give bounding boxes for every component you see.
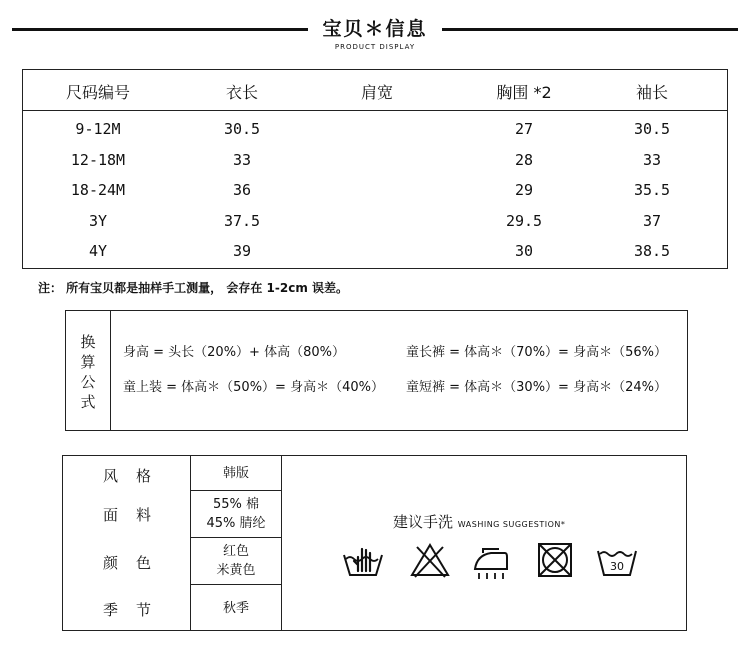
hand-wash-icon [340,541,386,581]
header-shoulder: 肩宽 [360,83,393,102]
formula-height: 身高 = 头长（20%）+ 体高（80%） [123,345,345,360]
wash-30-icon [594,541,640,581]
size-table: 尺码编号 衣长 肩宽 胸围 *2 袖长 9-12M 30.5 27 30.5 12-18M 33 28 33 18-24M 36 29 35.5 3Y 37.5 29.5 37 4Y 39 30 38.5 [22,69,728,269]
formula-shorts: 童短裤 = 体高＊（30%）= 身高＊（24%） [406,380,667,395]
formula-box [65,310,688,431]
measurement-note: 注： 所有宝贝都是抽样手工测量， 会存在 1-2cm 误差。 [38,281,349,295]
color-label: 颜色 [102,554,169,572]
washing-subtitle: WASHING SUGGESTION* [457,520,566,529]
washing-title: 建议手洗 WASHING SUGGESTION* [393,513,566,531]
iron-icon [469,541,515,581]
style-label: 风格 [102,467,169,485]
header-length: 衣长 [225,83,258,102]
formula-long-pants: 童长裤 = 体高＊（70%）= 身高＊（56%） [406,345,667,360]
header-chest: 胸围 *2 [496,83,552,102]
color-value-2: 米黄色 [216,563,256,578]
page-title: 宝贝＊信息 [322,18,428,40]
header-sleeve: 袖长 [635,83,668,102]
attribute-table [62,455,687,631]
season-value: 秋季 [222,601,249,616]
formula-label: 换 算 公 式 [66,311,111,430]
color-value-1: 红色 [222,544,249,559]
fabric-label: 面料 [102,506,169,524]
style-value: 韩版 [222,466,249,481]
no-bleach-icon [407,541,453,581]
fabric-value-1: 55% 棉 [212,497,260,512]
svg-text:30: 30 [610,560,624,573]
no-tumble-dry-icon [532,541,578,581]
season-label: 季节 [102,601,169,619]
header-size: 尺码编号 [65,83,130,102]
formula-top: 童上装 = 体高＊（50%）= 身高＊（40%） [123,380,384,395]
page-subtitle: PRODUCT DISPLAY [334,43,416,51]
fabric-value-2: 45% 腈纶 [206,516,266,531]
